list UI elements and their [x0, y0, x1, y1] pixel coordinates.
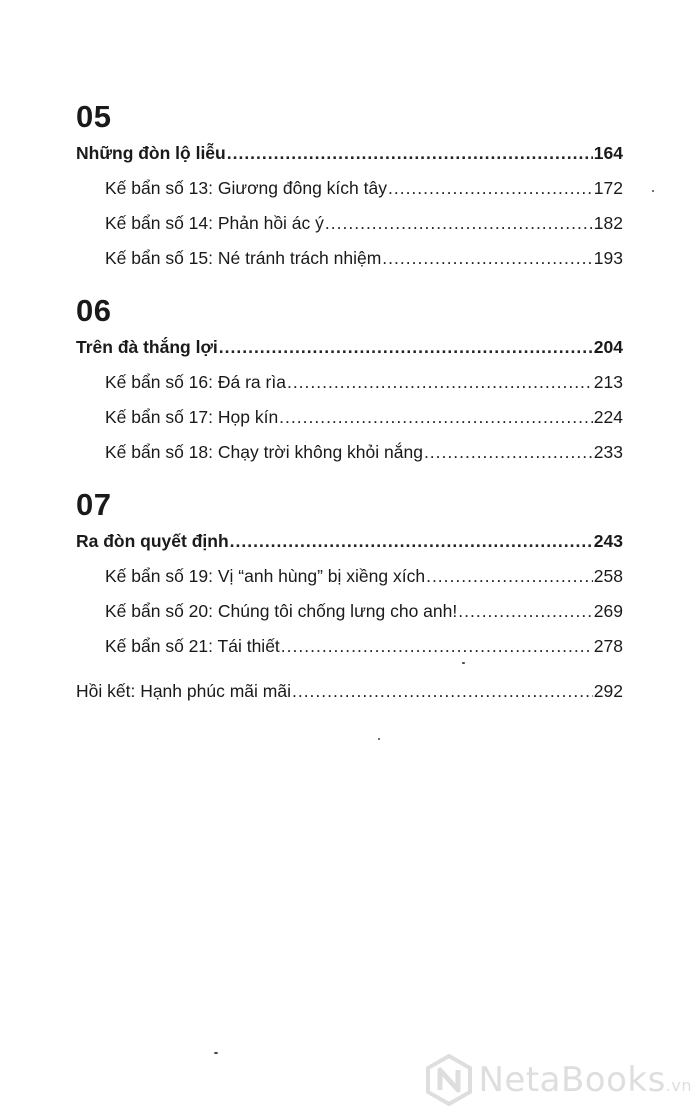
page-number: 269	[593, 601, 623, 621]
page-number: 278	[593, 636, 623, 656]
epilogue-title: Hồi kết: Hạnh phúc mãi mãi	[76, 681, 291, 701]
section-entry[interactable]	[76, 594, 623, 629]
dot-leader	[230, 524, 593, 559]
page-number: 172	[593, 178, 623, 198]
dot-leader	[279, 400, 593, 435]
epilogue-entry[interactable]	[76, 674, 623, 709]
watermark-brand	[478, 1060, 692, 1100]
section-entry[interactable]	[76, 400, 623, 435]
part-number: 06	[76, 293, 112, 328]
page-number: 204	[593, 337, 623, 357]
netabooks-watermark	[426, 1054, 692, 1106]
dot-leader	[281, 629, 593, 664]
section-entry[interactable]	[76, 206, 623, 241]
section-title: Kế bẩn số 21: Tái thiết	[105, 636, 280, 656]
page-number: 292	[593, 681, 623, 701]
section-entry[interactable]	[76, 435, 623, 470]
part-number: 05	[76, 99, 112, 134]
section-entry[interactable]	[76, 559, 623, 594]
section-title: Kế bẩn số 15: Né tránh trách nhiệm	[105, 248, 382, 268]
table-of-contents	[76, 98, 623, 709]
section-entry[interactable]	[76, 365, 623, 400]
page-number: 182	[593, 213, 623, 233]
dot-leader	[382, 241, 593, 276]
toc-part-05	[76, 98, 623, 276]
dot-leader	[325, 206, 593, 241]
scan-speck	[214, 1052, 218, 1054]
section-title: Kế bẩn số 19: Vị “anh hùng” bị xiềng xích	[105, 566, 426, 586]
part-number: 07	[76, 487, 112, 522]
chapter-title: Ra đòn quyết định	[76, 531, 229, 551]
dot-leader	[287, 365, 593, 400]
dot-leader	[458, 594, 593, 629]
chapter-title: Trên đà thắng lợi	[76, 337, 218, 357]
dot-leader	[388, 171, 593, 206]
section-entry[interactable]	[76, 171, 623, 206]
dot-leader	[292, 674, 593, 709]
page-number: 193	[593, 248, 623, 268]
section-entry[interactable]	[76, 629, 623, 664]
dot-leader	[426, 559, 593, 594]
dot-leader	[219, 330, 593, 365]
page-number: 258	[593, 566, 623, 586]
section-title: Kế bẩn số 16: Đá ra rìa	[105, 372, 286, 392]
section-entry[interactable]	[76, 241, 623, 276]
toc-part-07	[76, 486, 623, 664]
toc-part-06	[76, 292, 623, 470]
scan-speck	[378, 738, 380, 740]
dot-leader	[424, 435, 593, 470]
section-title: Kế bẩn số 18: Chạy trời không khỏi nắng	[105, 442, 423, 462]
section-title: Kế bẩn số 20: Chúng tôi chống lưng cho anh!	[105, 601, 458, 621]
dot-leader	[227, 136, 593, 171]
scan-speck	[652, 190, 654, 192]
chapter-entry[interactable]	[76, 136, 623, 171]
page-number: 243	[593, 531, 623, 551]
chapter-entry[interactable]	[76, 330, 623, 365]
watermark-brand-name: NetaBooks	[478, 1060, 666, 1100]
page-number: 164	[593, 143, 623, 163]
chapter-entry[interactable]	[76, 524, 623, 559]
page-number: 233	[593, 442, 623, 462]
page-number: 224	[593, 407, 623, 427]
scan-speck	[462, 662, 465, 664]
section-title: Kế bẩn số 13: Giương đông kích tây	[105, 178, 387, 198]
section-title: Kế bẩn số 14: Phản hồi ác ý	[105, 213, 324, 233]
chapter-title: Những đòn lộ liễu	[76, 143, 226, 163]
watermark-suffix: .vn	[665, 1076, 692, 1095]
section-title: Kế bẩn số 17: Họp kín	[105, 407, 279, 427]
netabooks-logo-icon	[426, 1054, 472, 1106]
page-number: 213	[593, 372, 623, 392]
